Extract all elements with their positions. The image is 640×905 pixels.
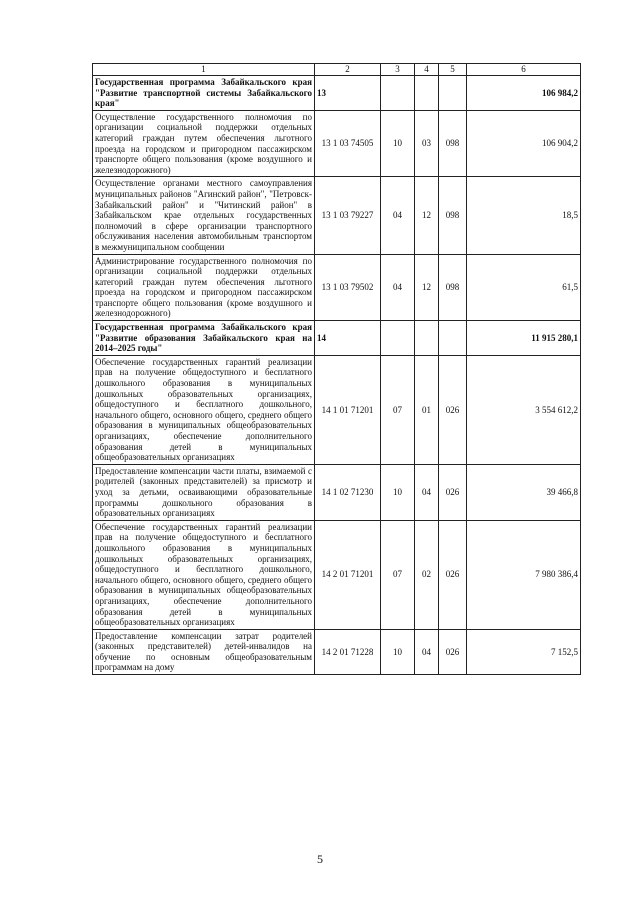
- table-row: [93, 254, 581, 321]
- table-row: [93, 464, 581, 520]
- header-col-1: 1: [93, 64, 315, 76]
- row-expense-type: 026: [439, 464, 467, 520]
- row-section: 07: [381, 355, 415, 464]
- row-expense-type: [439, 76, 467, 111]
- row-description: Осуществление государственного полномочия по организации социальной поддержки отдельных категорий граждан путем обеспечения льготного проезда на городском и пригородном пассажирском транспорте общего пользования (кроме воздушного и железнодорожного): [93, 110, 315, 177]
- budget-table: [92, 63, 581, 675]
- row-description: Предоставление компенсации части платы, взимаемой с родителей (законных представителей) за присмотр и уход за детьми, осваивающими образовательные программы дошкольного образования в образовательных организациях: [93, 464, 315, 520]
- row-section: 07: [381, 520, 415, 629]
- row-amount: 11 915 280,1: [467, 321, 581, 356]
- row-section: 10: [381, 464, 415, 520]
- row-target-code: 13 1 03 79227: [315, 177, 381, 254]
- row-section: 10: [381, 110, 415, 177]
- row-target-code: 13: [315, 76, 381, 111]
- table-row: [93, 629, 581, 674]
- row-target-code: 14: [315, 321, 381, 356]
- row-section: [381, 321, 415, 356]
- row-subsection: 12: [415, 177, 439, 254]
- row-section: 04: [381, 177, 415, 254]
- row-amount: 18,5: [467, 177, 581, 254]
- header-row: [93, 64, 581, 76]
- row-subsection: 04: [415, 629, 439, 674]
- table-row: [93, 520, 581, 629]
- row-subsection: 12: [415, 254, 439, 321]
- row-expense-type: [439, 321, 467, 356]
- row-description: Обеспечение государственных гарантий реализации прав на получение общедоступного и бесплатного дошкольного образования в муниципальных дошкольных образовательных организациях, общедоступного и бесплатного дошкольного, начального общего, основного общего, среднего общего образования в муниципальных общеобразовательных организациях, обеспечение дополнительного образования детей в муниципальных общеобразовательных организациях: [93, 520, 315, 629]
- page-number: 5: [317, 852, 323, 866]
- row-amount: 3 554 612,2: [467, 355, 581, 464]
- row-target-code: 13 1 03 74505: [315, 110, 381, 177]
- row-amount: 61,5: [467, 254, 581, 321]
- row-expense-type: 026: [439, 520, 467, 629]
- row-description: Осуществление органами местного самоуправления муниципальных районов "Агинский район", "Петровск-Забайкальский район" и "Читинский район" в Забайкальском крае отдельных государственных полномочий в сфере организации транспортного обслуживания населения автомобильным транспортом в межмуниципальном сообщении: [93, 177, 315, 254]
- table-row: [93, 355, 581, 464]
- row-subsection: 01: [415, 355, 439, 464]
- row-expense-type: 098: [439, 110, 467, 177]
- row-target-code: 14 1 01 71201: [315, 355, 381, 464]
- row-section: 10: [381, 629, 415, 674]
- header-col-3: 3: [381, 64, 415, 76]
- row-target-code: 14 2 01 71228: [315, 629, 381, 674]
- row-subsection: [415, 321, 439, 356]
- header-col-6: 6: [467, 64, 581, 76]
- row-expense-type: 098: [439, 177, 467, 254]
- header-col-4: 4: [415, 64, 439, 76]
- row-section: 04: [381, 254, 415, 321]
- row-amount: 106 904,2: [467, 110, 581, 177]
- row-target-code: 13 1 03 79502: [315, 254, 381, 321]
- row-expense-type: 098: [439, 254, 467, 321]
- row-expense-type: 026: [439, 629, 467, 674]
- table-row: [93, 177, 581, 254]
- row-description: Государственная программа Забайкальского края "Развитие транспортной системы Забайкальского края": [93, 76, 315, 111]
- row-subsection: 04: [415, 464, 439, 520]
- row-amount: 106 984,2: [467, 76, 581, 111]
- header-col-5: 5: [439, 64, 467, 76]
- row-subsection: 03: [415, 110, 439, 177]
- table-row: [93, 76, 581, 111]
- row-amount: 7 152,5: [467, 629, 581, 674]
- row-subsection: 02: [415, 520, 439, 629]
- row-description: Государственная программа Забайкальского края "Развитие образования Забайкальского края на 2014–2025 годы": [93, 321, 315, 356]
- row-expense-type: 026: [439, 355, 467, 464]
- row-amount: 7 980 386,4: [467, 520, 581, 629]
- table-row: [93, 321, 581, 356]
- table-row: [93, 110, 581, 177]
- row-target-code: 14 1 02 71230: [315, 464, 381, 520]
- row-description: Обеспечение государственных гарантий реализации прав на получение общедоступного и бесплатного дошкольного образования в муниципальных дошкольных образовательных организациях, общедоступного и бесплатного дошкольного, начального общего, основного общего, среднего общего образования в муниципальных общеобразовательных организациях, обеспечение дополнительного образования детей в муниципальных общеобразовательных организациях: [93, 355, 315, 464]
- row-subsection: [415, 76, 439, 111]
- row-amount: 39 466,8: [467, 464, 581, 520]
- row-description: Предоставление компенсации затрат родителей (законных представителей) детей-инвалидов на обучение по основным общеобразовательным программам на дому: [93, 629, 315, 674]
- header-col-2: 2: [315, 64, 381, 76]
- row-section: [381, 76, 415, 111]
- row-description: Администрирование государственного полномочия по организации социальной поддержки отдельных категорий граждан путем обеспечения льготного проезда на городском и пригородном пассажирском транспорте общего пользования (кроме воздушного и железнодорожного): [93, 254, 315, 321]
- row-target-code: 14 2 01 71201: [315, 520, 381, 629]
